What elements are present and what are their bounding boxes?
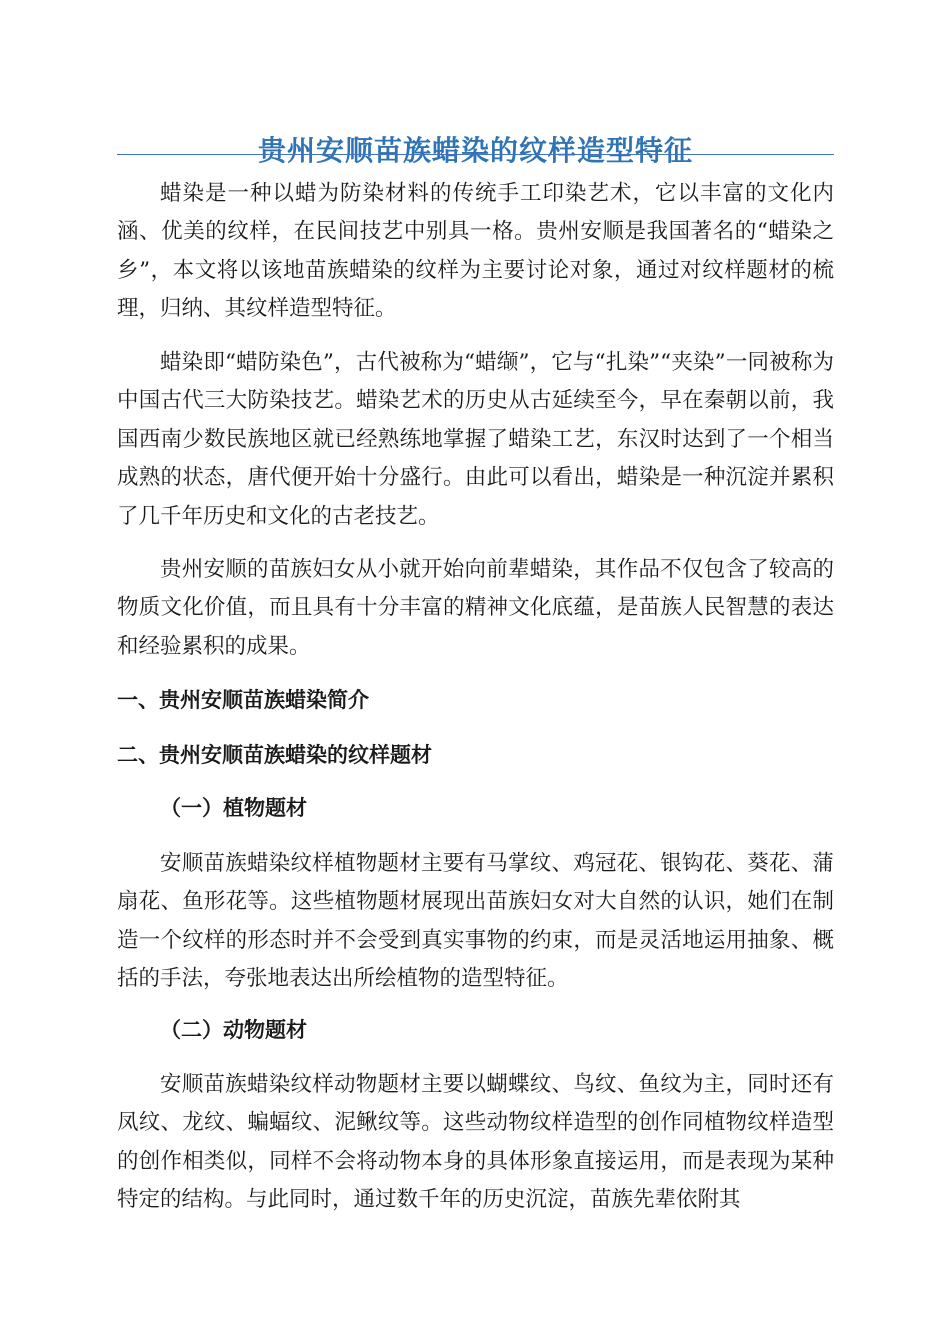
subheading-animals: （二）动物题材: [160, 1017, 307, 1042]
section-heading-themes: 二、贵州安顺苗族蜡染的纹样题材: [117, 742, 432, 767]
document-title: 贵州安顺苗族蜡染的纹样造型特征: [257, 133, 693, 167]
paragraph-women: 贵州安顺的苗族妇女从小就开始向前辈蜡染，其作品不仅包含了较高的物质文化价值，而且具有十分丰富的精神文化底蕴，是苗族人民智慧的表达和经验累积的成果。: [117, 557, 834, 659]
title-underline: [117, 154, 834, 155]
section-heading-intro: 一、贵州安顺苗族蜡染简介: [117, 687, 369, 712]
paragraph-plants: 安顺苗族蜡染纹样植物题材主要有马掌纹、鸡冠花、银钩花、葵花、蒲扇花、鱼形花等。这些植物题材展现出苗族妇女对大自然的认识，她们在制造一个纹样的形态时并不会受到真实事物的约束，而是灵活地运用抽象、概括的手法，夸张地表达出所绘植物的造型特征。: [117, 851, 834, 992]
paragraph-animals: 安顺苗族蜡染纹样动物题材主要以蝴蝶纹、鸟纹、鱼纹为主，同时还有凤纹、龙纹、蝙蝠纹、泥鳅纹等。这些动物纹样造型的创作同植物纹样造型的创作相类似，同样不会将动物本身的具体形象直接运用，而是表现为某种特定的结构。与此同时，通过数千年的历史沉淀，苗族先辈依附其: [117, 1072, 834, 1213]
paragraph-history: 蜡染即“蜡防染色”，古代被称为“蜡缬”，它与“扎染”“夹染”一同被称为中国古代三大防染技艺。蜡染艺术的历史从古延续至今，早在秦朝以前，我国西南少数民族地区就已经熟练地掌握了蜡染工艺，东汉时达到了一个相当成熟的状态，唐代便开始十分盛行。由此可以看出，蜡染是一种沉淀并累积了几千年历史和文化的古老技艺。: [117, 350, 834, 529]
subheading-plants: （一）植物题材: [160, 795, 307, 820]
paragraph-intro: 蜡染是一种以蜡为防染材料的传统手工印染艺术，它以丰富的文化内涵、优美的纹样，在民间技艺中别具一格。贵州安顺是我国著名的“蜡染之乡”，本文将以该地苗族蜡染的纹样为主要讨论对象，通过对纹样题材的梳理，归纳、其纹样造型特征。: [117, 181, 834, 322]
